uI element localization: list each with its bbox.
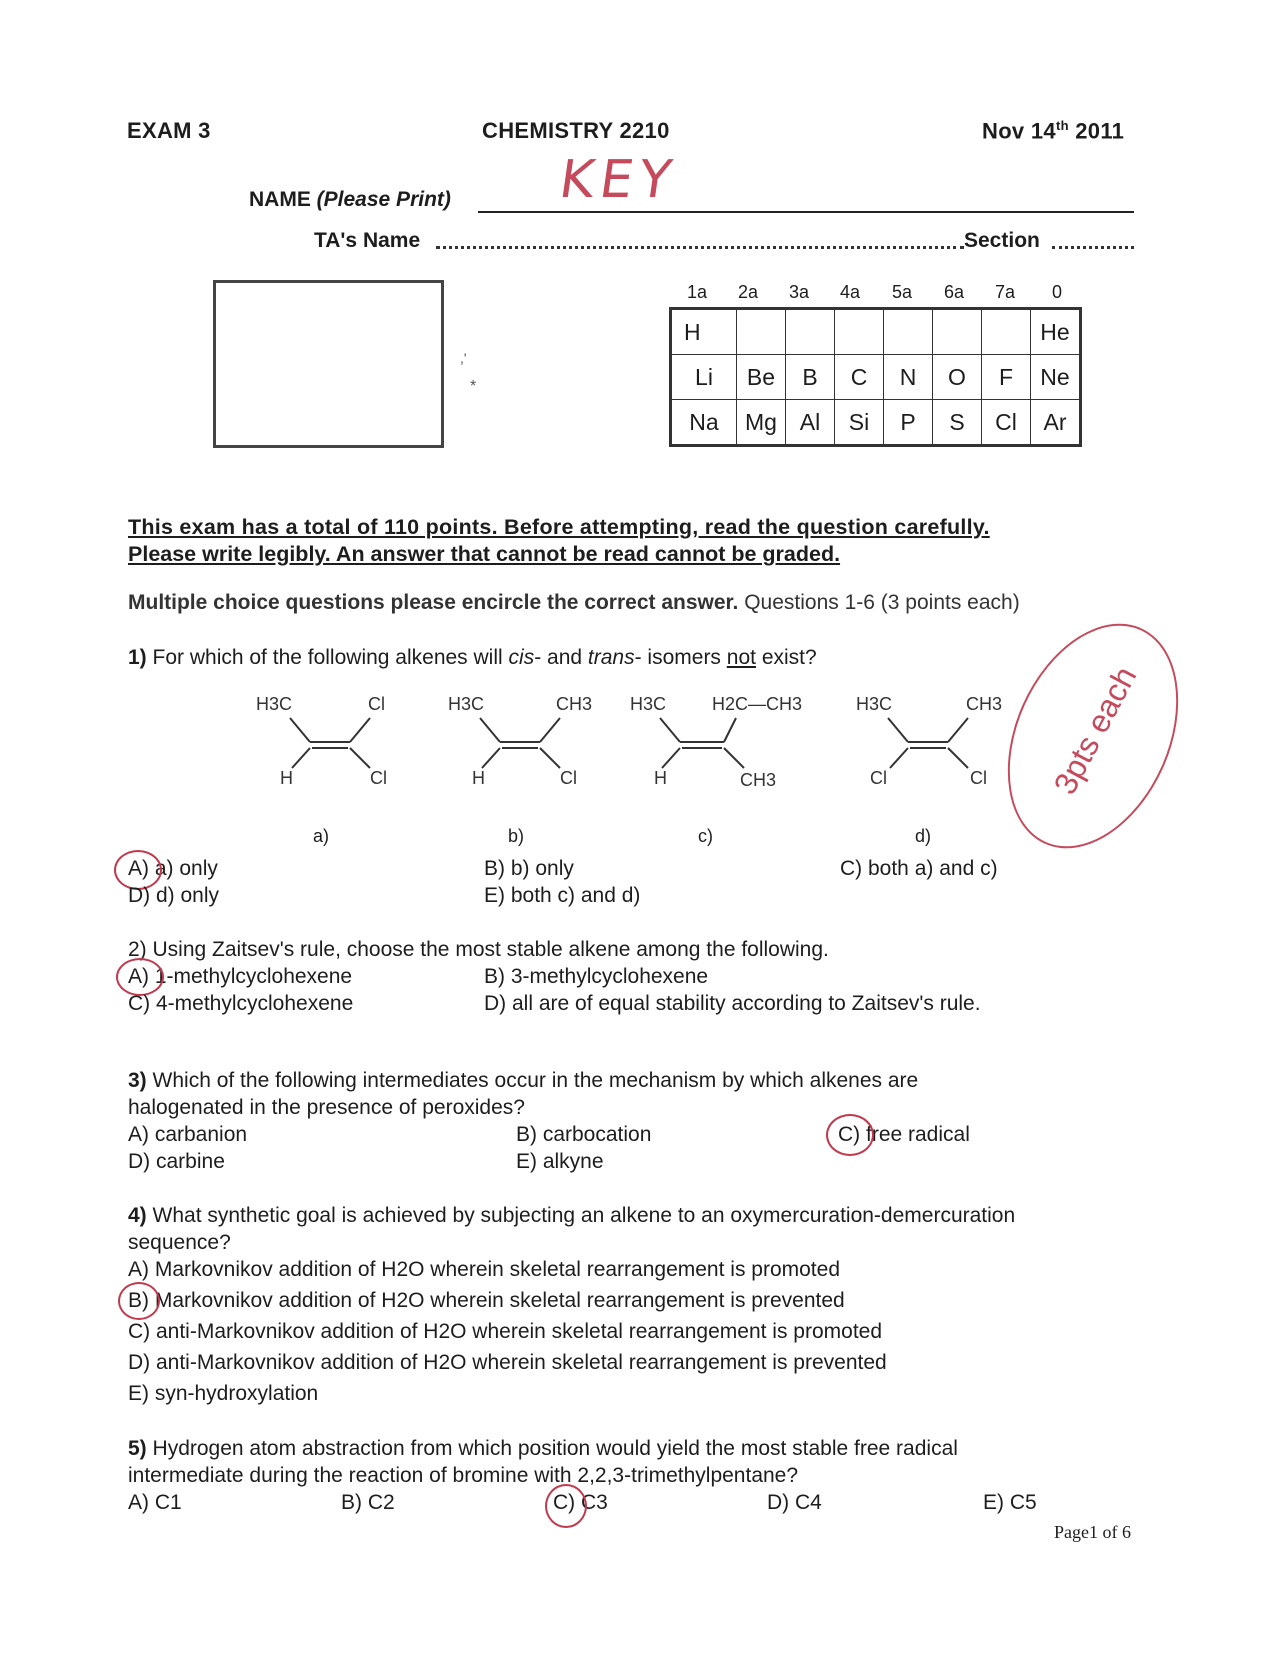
q5-choice-a[interactable]: A) C1 xyxy=(128,1491,182,1514)
q3-choice-c[interactable]: C) free radical xyxy=(838,1123,970,1146)
q1-choice-a[interactable]: A) a) only xyxy=(128,857,218,880)
ta-name-dots[interactable] xyxy=(436,246,964,249)
section-dots[interactable] xyxy=(1052,246,1134,249)
q1-choice-d[interactable]: D) d) only xyxy=(128,884,220,907)
cl-label-d2: Cl xyxy=(970,768,987,788)
key-handwritten: KEY xyxy=(555,150,681,210)
answer-circle-q5 xyxy=(545,1484,587,1528)
element-cell: He xyxy=(1031,309,1081,355)
group-label-0: 0 xyxy=(1051,282,1062,302)
element-cell: Mg xyxy=(737,400,786,446)
q5-choice-d[interactable]: D) C4 xyxy=(767,1491,822,1514)
h-label-a: H xyxy=(280,768,293,788)
period-3 xyxy=(671,400,1081,446)
ch3-label-c: CH3 xyxy=(740,770,777,790)
structure-label-b: b) xyxy=(508,826,525,846)
q1-stem xyxy=(128,645,817,671)
q1-structures xyxy=(240,690,1040,800)
element-cell xyxy=(982,309,1031,355)
element-cell: Be xyxy=(737,355,786,400)
h3c-label-a: H3C xyxy=(256,694,293,714)
q2-stem: 2) Using Zaitsev's rule, choose the most stable alkene among the following. xyxy=(128,938,829,961)
element-cell: Li xyxy=(671,355,737,400)
q1-number: 1) xyxy=(128,646,147,669)
q3-stem-2: halogenated in the presence of peroxides? xyxy=(128,1096,525,1119)
mc-instruction xyxy=(128,590,1020,616)
cl-label-b: Cl xyxy=(560,768,577,788)
q4-number: 4) xyxy=(128,1204,147,1227)
name-label xyxy=(249,187,451,213)
q2-choice-c[interactable]: C) 4-methylcyclohexene xyxy=(128,992,354,1015)
date-year: 2011 xyxy=(1075,118,1125,144)
date-prefix: Nov 14 xyxy=(982,118,1056,144)
q5-choice-e[interactable]: E) C5 xyxy=(983,1491,1037,1514)
q1-text-d: exist? xyxy=(755,646,817,669)
q2-choice-d[interactable]: D) all are of equal stability according to Zaitsev's rule. xyxy=(484,992,981,1015)
cl-label-a2: Cl xyxy=(370,768,387,788)
intro-line-2: Please write legibly. An answer that cannot be read cannot be graded. xyxy=(128,542,841,566)
structure-a xyxy=(256,694,387,788)
name-field-line[interactable] xyxy=(478,211,1134,213)
name-hint: (Please Print) xyxy=(316,188,451,211)
q1-not: not xyxy=(726,646,756,669)
q1-choice-e[interactable]: E) both c) and d) xyxy=(484,884,641,907)
element-cell: F xyxy=(982,355,1031,400)
periodic-table xyxy=(669,307,1082,447)
element-cell xyxy=(835,309,884,355)
h-label-c: H xyxy=(654,768,667,788)
q2-choice-b[interactable]: B) 3-methylcyclohexene xyxy=(484,965,709,988)
q3-stem-1 xyxy=(128,1068,918,1094)
element-cell: Si xyxy=(835,400,884,446)
element-cell xyxy=(737,309,786,355)
q5-stem-1 xyxy=(128,1436,958,1462)
element-cell: Al xyxy=(786,400,835,446)
ch3-label-d: CH3 xyxy=(966,694,1003,714)
structure-c xyxy=(630,694,802,790)
group-label-7a: 7a xyxy=(994,282,1016,302)
section-label: Section xyxy=(964,229,1040,252)
score-box[interactable] xyxy=(213,280,444,448)
q4-choice-c[interactable]: C) anti-Markovnikov addition of H2O wherein skeletal rearrangement is promoted xyxy=(128,1320,883,1343)
points-note-text: 3pts each xyxy=(1046,660,1144,800)
q5-stem-2: intermediate during the reaction of bromine with 2,2,3-trimethylpentane? xyxy=(128,1464,799,1487)
name-label-text: NAME xyxy=(249,188,317,211)
h3c-label-d: H3C xyxy=(856,694,893,714)
h3c-label-b: H3C xyxy=(448,694,485,714)
q4-choice-d[interactable]: D) anti-Markovnikov addition of H2O wherein skeletal rearrangement is prevented xyxy=(128,1351,887,1374)
q3-choice-a[interactable]: A) carbanion xyxy=(128,1123,248,1146)
intro-line-1: This exam has a total of 110 points. Before attempting, read the question carefully. xyxy=(128,515,990,539)
q4-stem-2: sequence? xyxy=(128,1231,231,1254)
cl-label-a1: Cl xyxy=(368,694,385,714)
element-cell: Na xyxy=(671,400,737,446)
h-label-b: H xyxy=(472,768,485,788)
element-cell: N xyxy=(884,355,933,400)
q3-stem-text: Which of the following intermediates occur in the mechanism by which alkenes are xyxy=(146,1069,919,1092)
answer-circle-q4 xyxy=(118,1282,160,1320)
q1-choice-c[interactable]: C) both a) and c) xyxy=(840,857,998,880)
structure-b xyxy=(448,694,592,788)
exam-number: EXAM 3 xyxy=(127,118,211,143)
group-label-4a: 4a xyxy=(839,282,861,302)
structure-label-d: d) xyxy=(915,826,932,846)
stray-mark: ,' xyxy=(460,350,467,366)
q4-stem-text: What synthetic goal is achieved by subjecting an alkene to an oxymercuration-demercuration xyxy=(146,1204,1016,1227)
element-cell: P xyxy=(884,400,933,446)
period-2 xyxy=(671,355,1081,400)
q5-number: 5) xyxy=(128,1437,147,1460)
group-label-2a: 2a xyxy=(737,282,759,302)
q3-choice-d[interactable]: D) carbine xyxy=(128,1150,225,1173)
element-cell xyxy=(884,309,933,355)
date-sup: th xyxy=(1055,118,1069,133)
page-number: Page1 of 6 xyxy=(1054,1522,1131,1542)
course-title: CHEMISTRY 2210 xyxy=(482,118,670,143)
q1-choice-b[interactable]: B) b) only xyxy=(484,857,574,880)
element-cell xyxy=(786,309,835,355)
period-1 xyxy=(671,309,1081,355)
q1-text-a: For which of the following alkenes will xyxy=(146,646,509,669)
element-cell: Ne xyxy=(1031,355,1081,400)
q1-cis: cis xyxy=(508,646,535,669)
element-cell: B xyxy=(786,355,835,400)
ta-name-label: TA's Name xyxy=(314,229,421,252)
ch3-label-b: CH3 xyxy=(556,694,593,714)
q5-stem-text: Hydrogen atom abstraction from which position would yield the most stable free radical xyxy=(146,1437,958,1460)
cl-label-d1: Cl xyxy=(870,768,887,788)
exam-date xyxy=(982,118,1124,144)
q5-choice-b[interactable]: B) C2 xyxy=(341,1491,395,1514)
element-cell: O xyxy=(933,355,982,400)
element-cell: Ar xyxy=(1031,400,1081,446)
structure-d xyxy=(856,694,1002,788)
q3-choice-e[interactable]: E) alkyne xyxy=(516,1150,604,1173)
group-label-6a: 6a xyxy=(943,282,965,302)
element-cell: S xyxy=(933,400,982,446)
stray-mark-2: * xyxy=(470,378,477,395)
group-label-5a: 5a xyxy=(891,282,913,302)
q1-trans: trans xyxy=(587,646,635,669)
group-label-3a: 3a xyxy=(788,282,810,302)
q4-stem-1 xyxy=(128,1203,1015,1229)
q1-text-c: - isomers xyxy=(634,646,727,669)
q2-choice-a[interactable]: A) 1-methylcyclohexene xyxy=(128,965,353,988)
h3c-label-c: H3C xyxy=(630,694,667,714)
q4-choice-a[interactable]: A) Markovnikov addition of H2O wherein skeletal rearrangement is promoted xyxy=(128,1258,841,1281)
element-cell: C xyxy=(835,355,884,400)
element-cell xyxy=(933,309,982,355)
group-label-1a: 1a xyxy=(686,282,708,302)
element-cell: Cl xyxy=(982,400,1031,446)
q5-choice-c[interactable]: C) C3 xyxy=(553,1491,608,1514)
answer-circle-q3 xyxy=(826,1114,874,1156)
element-cell: H xyxy=(671,309,737,355)
q3-number: 3) xyxy=(128,1069,147,1092)
q3-choice-b[interactable]: B) carbocation xyxy=(516,1123,652,1146)
mc-instruction-bold: Multiple choice questions please encircle the correct answer. xyxy=(128,591,739,614)
structure-label-a: a) xyxy=(313,826,330,846)
q1-text-b: - and xyxy=(534,646,588,669)
mc-instruction-rest: Questions 1-6 (3 points each) xyxy=(738,591,1020,614)
h2c-ch3-label-c: H2C—CH3 xyxy=(712,694,803,714)
q4-choice-e[interactable]: E) syn-hydroxylation xyxy=(128,1382,319,1405)
q4-choice-b[interactable]: B) Markovnikov addition of H2O wherein skeletal rearrangement is prevented xyxy=(128,1289,845,1312)
structure-label-c: c) xyxy=(698,826,713,846)
